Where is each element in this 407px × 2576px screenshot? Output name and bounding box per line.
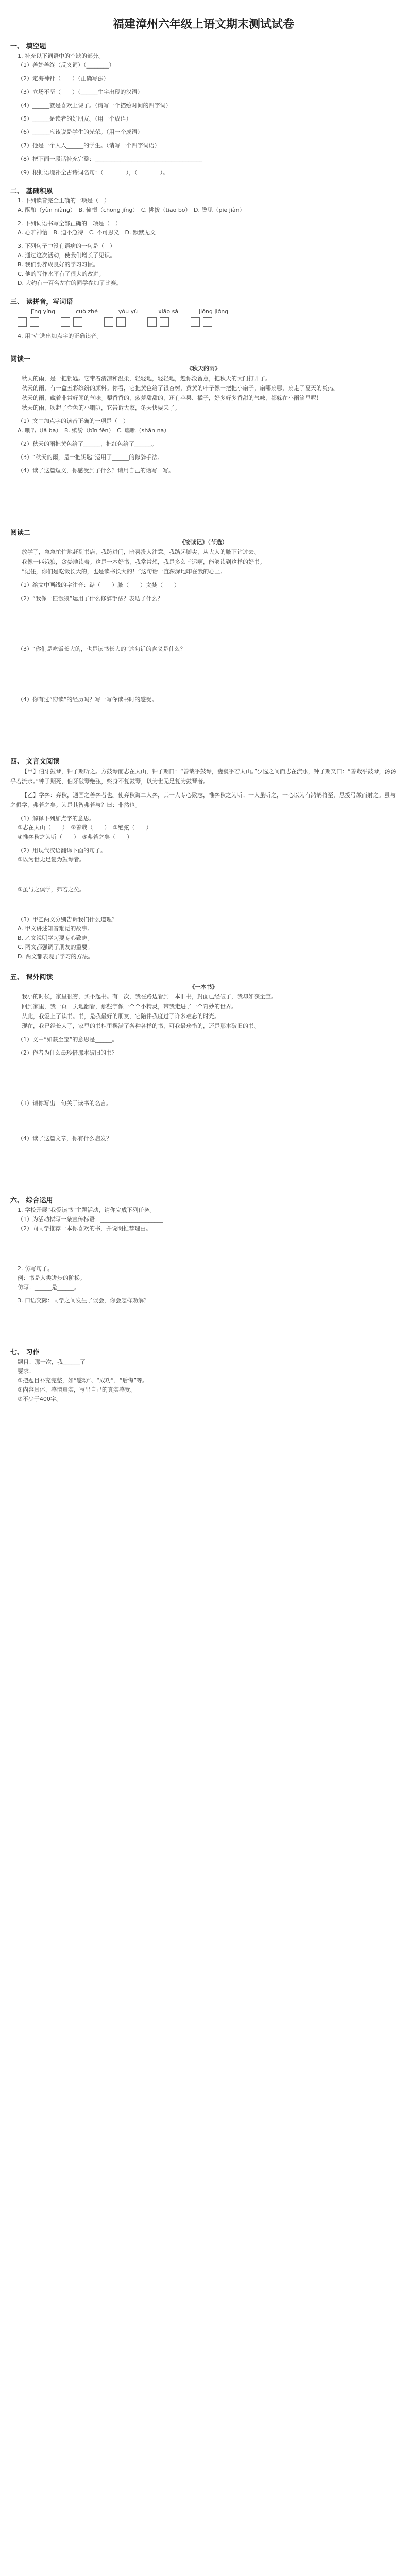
answer-area[interactable] [10, 654, 397, 695]
section-heading: 四、 文言文阅读 [10, 758, 60, 766]
passage-paragraph: 从此，我爱上了读书。书，是我最好的朋友，它陪伴我度过了许多难忘的时光。 [22, 1013, 220, 1020]
section-reading-4 [0, 972, 407, 1184]
section-heading: 阅读二 [10, 529, 31, 537]
question-line: 要求： [18, 1368, 35, 1375]
question-line: 3. 口语交际：同学之间发生了误会，你会怎样劝解？ [18, 1297, 149, 1304]
passage-paragraph: 秋天的雨，是一把钥匙。它带着清凉和温柔，轻轻地，轻轻地，趁你没留意，把秋天的大门打开了。 [22, 375, 271, 382]
writing-box[interactable] [73, 317, 82, 327]
passage-paragraph: 【乙】学弈：弈秋，通国之善弈者也。使弈秋诲二人弈，其一人专心致志，惟弈秋之为听；一人虽听之，一心以为有鸿鹄将至，思援弓缴而射之。虽与之俱学，弗若之矣。为是其智弗若与？曰：非然也。 [10, 792, 396, 808]
page-title: 福建漳州六年级上语文期末测试试卷 [112, 18, 294, 31]
writing-box[interactable] [147, 317, 157, 327]
passage-paragraph: 秋天的雨，藏着非常好闻的气味。梨香香的，菠萝甜甜的，还有苹果、橘子，好多好多香甜的气味，都躲在小雨滴里呢！ [22, 395, 322, 401]
question-line: （3）立场不坚（ ）（______生字出现的汉语） [18, 89, 143, 95]
passage-title: 《一本书》 [189, 984, 218, 990]
option-line: C. 两文都强调了朋友的重要。 [18, 944, 93, 951]
pinyin-item: jīng yíng [31, 308, 56, 315]
writing-box[interactable] [104, 317, 113, 327]
writing-box[interactable] [116, 317, 126, 327]
passage-paragraph: “记住，你们是吃饭长大的，也是读书长大的！”这句话一直深深地印在我的心上。 [22, 568, 226, 575]
passage-paragraph: 秋天的雨，有一盒五彩缤纷的颜料。你看，它把黄色给了银杏树，黄黄的叶子像一把把小扇子，扇哪扇哪，扇走了夏天的炎热。 [22, 385, 339, 392]
answer-area[interactable] [10, 603, 397, 645]
writing-boxes [10, 317, 397, 327]
option-line: （1）为活动拟写一条宣传标语：______________________ [18, 1216, 163, 1223]
passage-paragraph: 我小的时候，家里很穷，买不起书。有一次，我在路边看到一本旧书，封面已经破了，我却如获至宝。 [22, 993, 277, 1000]
option-line: A. 甲文讲述知音难觅的故事。 [18, 925, 93, 932]
section-composition [0, 1347, 407, 1404]
answer-area[interactable] [10, 476, 397, 517]
answer-area[interactable] [10, 1108, 397, 1134]
section-heading: 六、 综合运用 [10, 1197, 53, 1205]
option-line: ②虽与之俱学，弗若之矣。 [18, 886, 85, 893]
section-fill-blank [0, 41, 407, 177]
question-line: （9）根据语境补全古诗词名句：（ ），（ ）。 [18, 169, 168, 176]
pinyin-item: jiǒng jiǒng [199, 308, 229, 315]
answer-area[interactable] [10, 865, 397, 885]
option-line: A. 通过这次活动，使我们增长了见识。 [18, 252, 116, 259]
pinyin-item: yóu yù [118, 308, 138, 315]
option-line: C. 他的写作水平有了很大的改进。 [18, 270, 105, 277]
option-line: ③不少于400字。 [18, 1396, 62, 1402]
section-heading: 阅读一 [10, 355, 31, 363]
option-line: ①把题目补充完整，如“感动”、“成功”、“后悔”等。 [18, 1377, 148, 1384]
option-line: ④惟弈秋之为听（ ） ⑤弗若之矣（ ） [18, 834, 133, 840]
question-line: （2）“我像一匹饿狼”运用了什么修辞手法？表达了什么？ [18, 595, 163, 602]
writing-box[interactable] [160, 317, 169, 327]
option-line: ①志在太山（ ） ②善哉（ ） ③绝弦（ ） [18, 824, 152, 831]
pinyin-row [10, 307, 397, 316]
question-line: （1）解释下列加点字的意思。 [18, 815, 95, 822]
option-line: D. 大约有一百名左右的同学参加了比赛。 [18, 280, 122, 286]
passage-title: 《窃读记》（节选） [179, 539, 228, 546]
passage-paragraph: 放学了，急急忙忙地赶到书店，我跨进门，暗喜没人注意。我踮起脚尖，从大人的腋下钻过去。 [22, 549, 260, 555]
section-reading-2 [0, 527, 407, 745]
answer-area[interactable] [10, 704, 397, 745]
question-line: （4）读了这篇短文，你感受到了什么？请用自己的话写一写。 [18, 467, 174, 474]
question-line: （5）______是读者的好朋友。（用一个成语） [18, 115, 132, 122]
writing-box[interactable] [30, 317, 39, 327]
question-line: （8）把下面一段话补充完整：______________________________________ [18, 156, 202, 162]
section-heading: 五、 课外阅读 [10, 974, 53, 981]
question-line: （2）秋天的雨把黄色给了______，把红色给了______。 [18, 440, 157, 447]
writing-box[interactable] [191, 317, 200, 327]
section-heading: 一、 填空题 [10, 43, 46, 50]
answer-area[interactable] [10, 1143, 397, 1184]
answer-area[interactable] [10, 1306, 397, 1336]
passage-paragraph: 我像一匹饿狼，贪婪地读着。这是一本好书，我常常想，我是多么幸运啊，能够读到这样的好书。 [22, 558, 265, 565]
pinyin-item: cuò zhé [76, 308, 98, 315]
question-line: （1）文中加点字的读音正确的一项是（ ） [18, 418, 129, 425]
question-line: （7）他是一个人人______的学生。（请写一个四字词语） [18, 142, 160, 149]
writing-box[interactable] [18, 317, 27, 327]
question-line: （4）______就是喜欢上课了。（请写一个描绘时间的四字词） [18, 102, 172, 109]
question-line: （1）给文中画线的字注音：踮（ ）腋（ ）贪婪（ ） [18, 582, 180, 588]
question-line: （2）定海神针（ ）（正确写法） [18, 75, 109, 82]
passage-paragraph: 回到家里，我一页一页地翻看，那些字像一个个小精灵，带我走进了一个奇妙的世界。 [22, 1003, 237, 1010]
option-line: ②内容具体，感情真实，写出自己的真实感受。 [18, 1386, 136, 1393]
option-line: A. 心旷神怡 B. 迫不急待 C. 不可思义 D. 默默无文 [18, 229, 156, 236]
option-line: ①以为世无足复为鼓琴者。 [18, 856, 85, 863]
question-line: 1. 补充以下词语中的空缺的部分。 [18, 53, 104, 59]
question-line: （1）善始善终（反义词）（________） [18, 62, 115, 69]
section-pinyin [0, 296, 407, 341]
passage-paragraph: 秋天的雨，吹起了金色的小喇叭，它告诉大家，冬天快要来了。 [22, 404, 180, 411]
question-line: （1）文中“如获至宝”的意思是______。 [18, 1036, 118, 1043]
section-heading: 二、 基础积累 [10, 188, 53, 195]
question-line: （2）作者为什么最珍惜那本破旧的书？ [18, 1049, 117, 1056]
question-line: 2. 下列词语书写全部正确的一项是（ ） [18, 220, 121, 227]
question-line: （4）你有过“窃读”的经历吗？写一写你读书时的感受。 [18, 696, 158, 703]
writing-box[interactable] [61, 317, 70, 327]
option-line: 例：书是人类进步的阶梯。 [18, 1275, 86, 1281]
question-line: 1. 下列读音完全正确的一项是（ ） [18, 197, 110, 204]
section-heading: 三、 读拼音，写词语 [10, 298, 73, 306]
option-line: D. 两文都表现了学习的方法。 [18, 953, 94, 960]
question-line: 4. 用“√”选出加点字的正确读音。 [18, 333, 103, 340]
question-line: （3）“你们是吃饭长大的，也是读书长大的”这句话的含义是什么？ [18, 646, 186, 652]
option-line: A. 酝酿（yùn niàng） B. 憧憬（chōng jǐng） C. 挑拨（tiāo bō） D. 瞥见（piē jiàn） [18, 207, 245, 213]
passage-title: 《秋天的雨》 [186, 365, 221, 372]
option-line: A. 喇叭（lǎ ba） B. 缤纷（bīn fēn） C. 扇哪（shān na） [18, 427, 170, 434]
question-line: （3）“秋天的雨，是一把钥匙”运用了______的修辞手法。 [18, 454, 163, 461]
section-classical [0, 756, 407, 961]
question-line: （4）读了这篇文章，你有什么启发？ [18, 1135, 112, 1142]
section-integrated [0, 1195, 407, 1336]
writing-box[interactable] [203, 317, 212, 327]
question-line: （3）请你写出一句关于读书的名言。 [18, 1100, 112, 1107]
answer-area[interactable] [10, 894, 397, 915]
question-line: （6）______应该说是学生的光荣。（用一个成语） [18, 129, 143, 135]
question-line: （3）甲乙两文分别告诉我们什么道理？ [18, 916, 117, 923]
section-basics [0, 185, 407, 288]
option-line: B. 乙文说明学习要专心致志。 [18, 935, 93, 941]
pinyin-item: xiāo sǎ [158, 308, 179, 315]
passage-paragraph: 【甲】伯牙鼓琴，钟子期听之。方鼓琴而志在太山，钟子期曰：“善哉乎鼓琴，巍巍乎若太山。”少选之间而志在流水，钟子期又曰：“善哉乎鼓琴，汤汤乎若流水。”钟子期死，伯牙破琴绝弦，终身不复鼓琴，以为世无足复为鼓琴者。 [10, 768, 396, 785]
section-reading-1 [0, 353, 407, 517]
section-heading: 七、 习作 [10, 1349, 40, 1357]
question-line: 题目：那一次，我______了 [18, 1359, 86, 1365]
option-line: （2）向同学推荐一本你喜欢的书，并说明推荐理由。 [18, 1225, 151, 1232]
question-line: 2. 仿写句子。 [18, 1265, 53, 1272]
answer-area[interactable] [10, 1058, 397, 1099]
answer-area[interactable] [10, 1233, 397, 1264]
question-line: 1. 学校开展“我爱读书”主题活动，请你完成下列任务。 [18, 1207, 156, 1213]
question-line: 3. 下列句子中没有语病的一句是（ ） [18, 243, 115, 249]
option-line: B. 我们要养成良好的学习习惯。 [18, 261, 99, 268]
passage-paragraph: 现在，我已经长大了，家里的书柜里摆满了各种各样的书，可我最珍惜的，还是那本破旧的书。 [22, 1023, 260, 1029]
option-line: 仿写：______是______。 [18, 1284, 80, 1291]
question-line: （2）用现代汉语翻译下面的句子。 [18, 847, 106, 854]
